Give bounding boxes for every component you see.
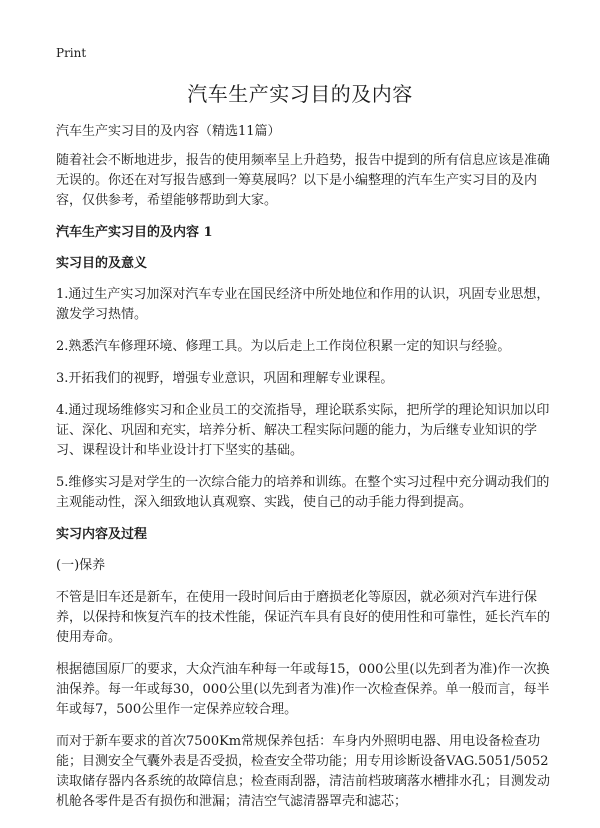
purpose-item-3: 3.开拓我们的视野，增强专业意识，巩固和理解专业课程。: [56, 371, 394, 386]
print-link[interactable]: Print: [56, 46, 87, 60]
purpose-item-1: 1.通过生产实习加深对汽车专业在国民经济中所处地位和作用的认识，巩固专业思想，激发学习热情。: [56, 287, 550, 322]
document-body: [56, 122, 554, 824]
page-title: 汽车生产实习目的及内容: [187, 82, 413, 106]
body-paragraph: 而对于新车要求的首次7500Km常规保养包括：车身内外照明电器、用电设备检查功能；目测安全气囊外表是否受损，检查安全带功能；用专用诊断设备VAG.5051/5052读取储存器内各系统的故障信息；检查雨刮器，清洁前档玻璃落水槽排水孔；目测发动机舱各零件是否有损伤和泄漏；清洁空气滤清器罩壳和滤芯；: [56, 734, 551, 809]
purpose-item-5: 5.维修实习是对学生的一次综合能力的培养和训练。在整个实习过程中充分调动我们的主观能动性，深入细致地认真观察、实践，使自己的动手能力得到提高。: [56, 475, 550, 510]
section-heading: 汽车生产实习目的及内容 1: [56, 225, 213, 240]
body-paragraph: 不管是旧车还是新车，在使用一段时间后由于磨损老化等原因，就必须对汽车进行保养，以保持和恢复汽车的技术性能，保证汽车具有良好的使用性和可靠性，延长汽车的使用寿命。: [56, 590, 551, 645]
document-subtitle: 汽车生产实习目的及内容（精选11篇）: [56, 124, 281, 139]
body-paragraph: 根据德国原厂的要求，大众汽油车种每一年或每15，000公里(以先到者为准)作一次换油保养。每一年或每30，000公里(以先到者为准)作一次检查保养。单一般而言，每半年或每7，500公里作一定保养应较合理。: [56, 662, 550, 717]
maintenance-heading: (一)保养: [56, 558, 106, 573]
purpose-item-2: 2.熟悉汽车修理环境、修理工具。为以后走上工作岗位积累一定的知识与经验。: [56, 339, 511, 354]
intro-paragraph: 随着社会不断地进步，报告的使用频率呈上升趋势，报告中提到的所有信息应该是准确无误的。你还在对写报告感到一筹莫展吗？以下是小编整理的汽车生产实习目的及内容，仅供参考，希望能够帮助到大家。: [56, 153, 551, 208]
purpose-item-4: 4.通过现场维修实习和企业员工的交流指导，理论联系实际，把所学的理论知识加以印证、深化、巩固和充实，培养分析、解决工程实际问题的能力，为后继专业知识的学习、课程设计和毕业设计打下坚实的基础。: [56, 403, 550, 458]
purpose-heading: 实习目的及意义: [56, 256, 148, 271]
content-heading: 实习内容及过程: [56, 527, 148, 542]
